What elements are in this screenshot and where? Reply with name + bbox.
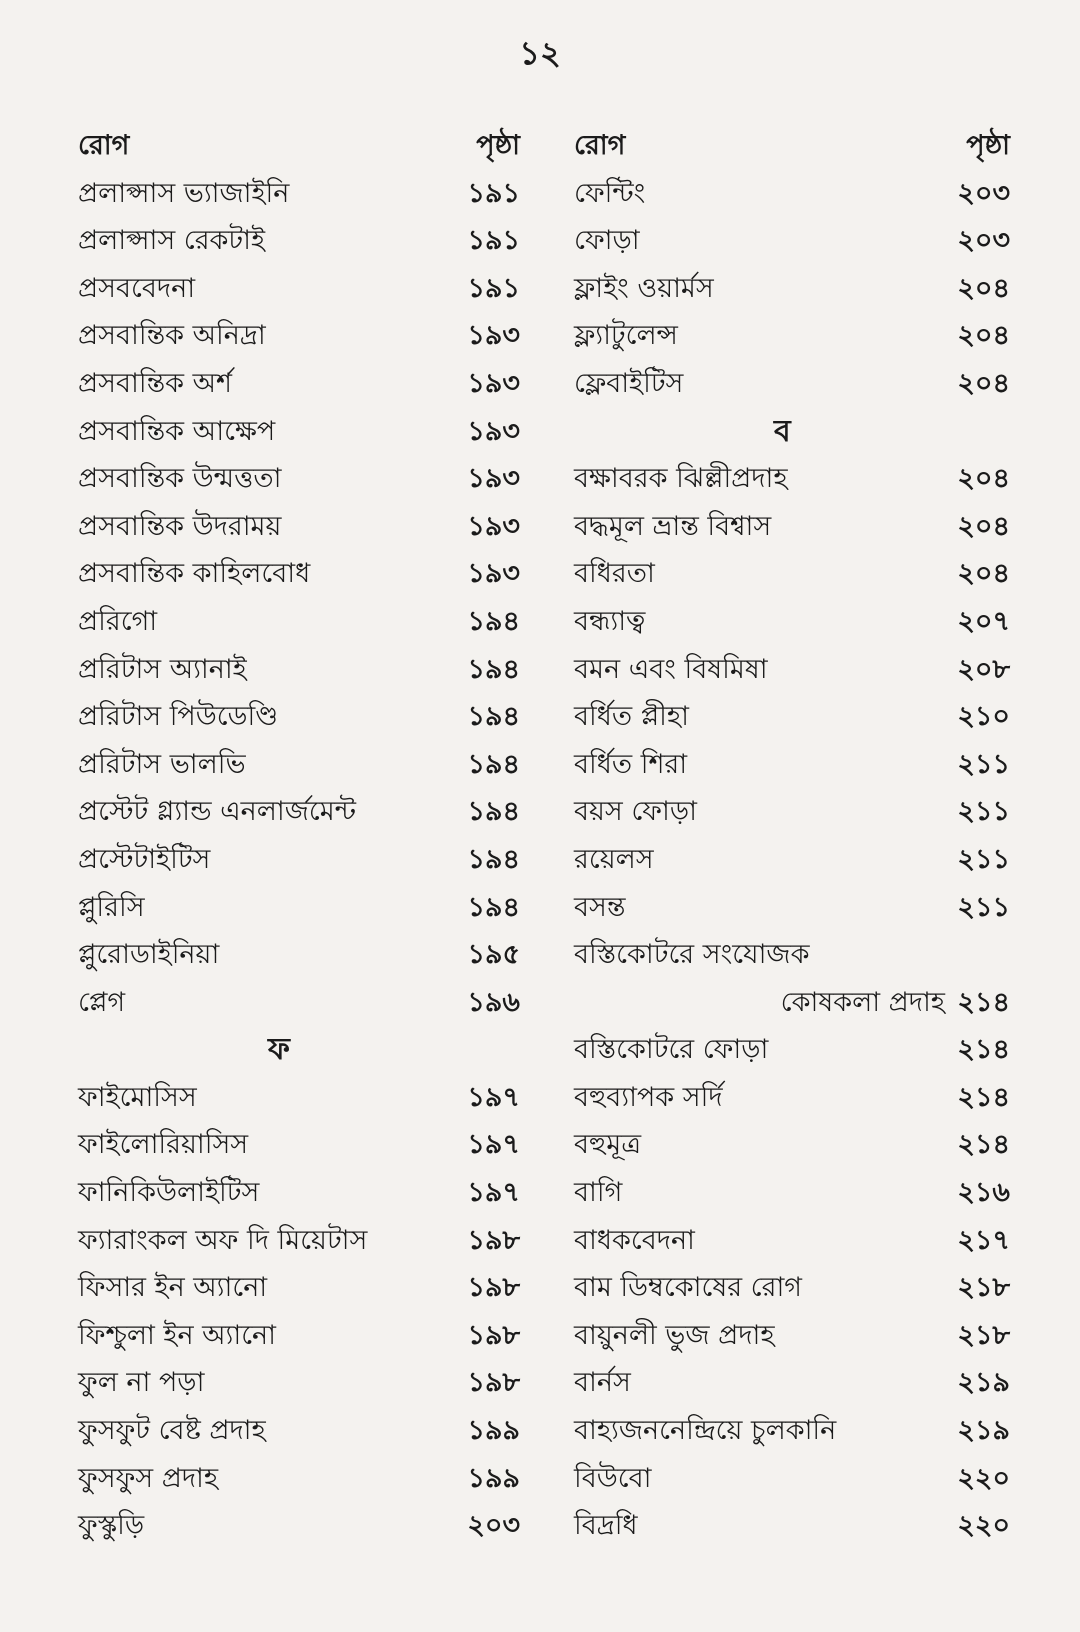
index-entry [78, 1455, 520, 1503]
page-ref: ২১১ [957, 748, 1010, 780]
disease-name: প্রস্টেটাইটিস [78, 843, 211, 875]
page-ref: ১৯৪ [467, 796, 520, 828]
disease-name: বস্তিকোটরে ফোড়া [574, 1034, 769, 1066]
page-ref: ১৯৮ [467, 1224, 520, 1256]
page-ref: ১৯১ [467, 272, 520, 304]
disease-name: ফ্লাইং ওয়ার্মস [574, 272, 714, 304]
page-ref: ২০৩ [957, 225, 1010, 257]
index-entry [574, 836, 1010, 884]
page-ref: ২১৮ [957, 1319, 1010, 1351]
page-ref: ২০৭ [957, 605, 1010, 637]
index-entry [574, 741, 1010, 789]
disease-name: বার্নস [574, 1367, 631, 1399]
disease-name: বায়ুনলী ভুজ প্রদাহ [574, 1319, 775, 1351]
column-header [78, 122, 520, 170]
page-ref: ২১০ [957, 701, 1010, 733]
index-entry [78, 217, 520, 265]
index-entry [574, 217, 1010, 265]
index-entry [78, 455, 520, 503]
index-entry [78, 312, 520, 360]
index-entry [574, 931, 1010, 979]
page-ref: ১৯৭ [467, 1081, 520, 1113]
index-entry [78, 1217, 520, 1265]
disease-name: বস্তিকোটরে সংযোজক [574, 939, 810, 971]
page-ref: ২১৪ [957, 1081, 1010, 1113]
page-ref: ১৯৭ [467, 1129, 520, 1161]
index-entry [574, 646, 1010, 694]
page-ref: ১৯৬ [467, 986, 520, 1018]
header-page: পৃষ্ঠা [476, 130, 520, 161]
page-ref: ১৯৩ [467, 415, 520, 447]
page-ref: ১৯১ [467, 225, 520, 257]
page-ref: ২১১ [957, 891, 1010, 923]
index-entry [574, 1026, 1010, 1074]
page-ref: ২১৪ [957, 1034, 1010, 1066]
page-ref: ২০৪ [957, 320, 1010, 352]
disease-name: প্ররিটাস ভালভি [78, 748, 246, 780]
page-ref: ২১৪ [957, 986, 1010, 1018]
section-letter-label: ফ [268, 1032, 290, 1068]
disease-name: ফাইলোরিয়াসিস [78, 1129, 249, 1161]
disease-name: বক্ষাবরক ঝিল্লীপ্রদাহ [574, 463, 788, 495]
index-entry [574, 1169, 1010, 1217]
page-ref: ১৯৮ [467, 1319, 520, 1351]
page-ref: ২২০ [957, 1510, 1010, 1542]
disease-name: প্ররিগো [78, 605, 158, 637]
disease-name: ফেন্টিং [574, 177, 646, 209]
index-entry [78, 1169, 520, 1217]
index-entry [78, 646, 520, 694]
disease-name: বাগি [574, 1177, 623, 1209]
page-ref: ১৯৪ [467, 701, 520, 733]
disease-name: বর্ধিত শিরা [574, 748, 688, 780]
page-ref: ২১৮ [957, 1272, 1010, 1304]
page-ref: ২০৪ [957, 463, 1010, 495]
index-entry [78, 408, 520, 456]
index-entry [574, 1312, 1010, 1360]
disease-name: প্রলাপ্সাস ভ্যাজাইনি [78, 177, 290, 209]
index-entry [78, 836, 520, 884]
disease-name: রয়েলস [574, 843, 654, 875]
disease-name: ফোড়া [574, 225, 640, 257]
index-entry [78, 741, 520, 789]
disease-name: প্লুরোডাইনিয়া [78, 939, 220, 971]
page-ref: ২০৩ [467, 1510, 520, 1542]
disease-name: ফুসফুস প্রদাহ [78, 1462, 219, 1494]
index-entry [78, 1312, 520, 1360]
index-entry-continuation [574, 979, 1010, 1027]
disease-name: প্রসবান্তিক উদরাময় [78, 510, 282, 542]
disease-name: বহুমূত্র [574, 1129, 642, 1161]
index-entry [78, 503, 520, 551]
page-ref: ২১৯ [957, 1367, 1010, 1399]
disease-name: বদ্ধমূল ভ্রান্ত বিশ্বাস [574, 510, 772, 542]
disease-name: ফ্লেবাইটিস [574, 367, 684, 399]
disease-name: ফুস্কুড়ি [78, 1510, 145, 1542]
disease-name: বিদ্রধি [574, 1510, 638, 1542]
page-ref: ২০৪ [957, 272, 1010, 304]
index-entry [78, 931, 520, 979]
disease-name: ফিশ্চুলা ইন অ্যানো [78, 1319, 276, 1351]
index-entry [574, 1217, 1010, 1265]
index-entry [78, 1121, 520, 1169]
index-entry [78, 1074, 520, 1122]
page-ref: ১৯৩ [467, 558, 520, 590]
disease-name: প্ররিটাস পিউডেণ্ডি [78, 701, 279, 733]
index-entry [574, 455, 1010, 503]
page-ref: ১৯৫ [467, 939, 520, 971]
index-entry [574, 550, 1010, 598]
index-entry [78, 1407, 520, 1455]
page-ref: ১৯৪ [467, 653, 520, 685]
disease-name: ফানিকিউলাইটিস [78, 1177, 260, 1209]
disease-name: ফুসফুট বেষ্ট প্রদাহ [78, 1415, 266, 1447]
page-ref: ১৯৪ [467, 843, 520, 875]
page-ref: ১৯৩ [467, 463, 520, 495]
index-entry [574, 693, 1010, 741]
index-entry [574, 265, 1010, 313]
index-entry [574, 312, 1010, 360]
disease-name: কোষকলা প্রদাহ [780, 986, 945, 1018]
page-ref: ১৯১ [467, 177, 520, 209]
header-page: পৃষ্ঠা [966, 130, 1010, 161]
header-disease: রোগ [78, 130, 130, 161]
index-entry [574, 1264, 1010, 1312]
index-entry [78, 788, 520, 836]
disease-name: প্রসবান্তিক অর্শ [78, 367, 233, 399]
index-column-right [574, 122, 1010, 1550]
index-entry [78, 1502, 520, 1550]
section-letter [574, 408, 1010, 456]
index-entry [574, 884, 1010, 932]
page-ref: ১৯৮ [467, 1367, 520, 1399]
page-ref: ২০৪ [957, 510, 1010, 542]
index-entry [574, 360, 1010, 408]
disease-name: ফ্ল্যাটুলেন্স [574, 320, 678, 352]
disease-name: বহুব্যাপক সর্দি [574, 1081, 723, 1113]
page-ref: ১৯৩ [467, 320, 520, 352]
disease-name: বাম ডিম্বকোষের রোগ [574, 1272, 803, 1304]
index-entry [78, 1359, 520, 1407]
disease-name: প্রস্টেট গ্ল্যান্ড এনলার্জমেন্ট [78, 796, 356, 828]
index-entry [78, 360, 520, 408]
disease-name: প্ররিটাস অ্যানাই [78, 653, 247, 685]
page-ref: ১৯৭ [467, 1177, 520, 1209]
disease-name: ফুল না পড়া [78, 1367, 205, 1399]
index-entry [574, 1074, 1010, 1122]
header-disease: রোগ [574, 130, 626, 161]
disease-name: প্রসবান্তিক উন্মত্ততা [78, 463, 282, 495]
disease-name: প্লেগ [78, 986, 126, 1018]
index-entry [574, 1359, 1010, 1407]
disease-name: প্রসবান্তিক অনিদ্রা [78, 320, 266, 352]
page-ref: ২১১ [957, 843, 1010, 875]
section-letter [78, 1026, 520, 1074]
page-ref: ২১৭ [957, 1224, 1010, 1256]
index-column-left [78, 122, 520, 1550]
page-ref: ১৯৩ [467, 367, 520, 399]
index-entry [78, 979, 520, 1027]
disease-name: প্রসবান্তিক আক্ষেপ [78, 415, 276, 447]
page-ref: ২০৩ [957, 177, 1010, 209]
disease-name: ফিসার ইন অ্যানো [78, 1272, 268, 1304]
index-entry [78, 170, 520, 218]
page-ref: ১৯৪ [467, 748, 520, 780]
disease-name: ফ্যারাংকল অফ দি মিয়েটাস [78, 1224, 368, 1256]
page-ref: ১৯৯ [467, 1462, 520, 1494]
page-ref: ২১৪ [957, 1129, 1010, 1161]
page-ref: ২০৮ [957, 653, 1010, 685]
page-ref: ২০৪ [957, 558, 1010, 590]
disease-name: প্রসববেদনা [78, 272, 196, 304]
disease-name: বাহ্যজননেন্দ্রিয়ে চুলকানি [574, 1415, 837, 1447]
disease-name: প্লুরিসি [78, 891, 145, 923]
disease-name: বন্ধ্যাত্ব [574, 605, 646, 637]
page-ref: ২০৪ [957, 367, 1010, 399]
disease-name: প্রসবান্তিক কাহিলবোধ [78, 558, 311, 590]
disease-name: বয়স ফোড়া [574, 796, 697, 828]
disease-name: বাধকবেদনা [574, 1224, 695, 1256]
index-entry [78, 884, 520, 932]
index-entry [78, 1264, 520, 1312]
disease-name: বসন্ত [574, 891, 626, 923]
index-entry [574, 1121, 1010, 1169]
page-ref: ২১১ [957, 796, 1010, 828]
index-entry [78, 265, 520, 313]
page-ref: ১৯৪ [467, 605, 520, 637]
page-number: ১২ [519, 34, 561, 72]
index-entry [574, 170, 1010, 218]
page-ref: ১৯৮ [467, 1272, 520, 1304]
column-header [574, 122, 1010, 170]
page-ref: ১৯৪ [467, 891, 520, 923]
index-entry [574, 598, 1010, 646]
page-ref: ২১৬ [957, 1177, 1010, 1209]
disease-name: বর্ধিত প্লীহা [574, 701, 689, 733]
index-entry [78, 693, 520, 741]
disease-name: প্রলাপ্সাস রেকটাই [78, 225, 266, 257]
disease-name: বধিরতা [574, 558, 655, 590]
page-ref: ১৯৯ [467, 1415, 520, 1447]
section-letter-label: ব [774, 413, 791, 449]
index-entry [574, 1407, 1010, 1455]
index-entry [574, 1502, 1010, 1550]
disease-name: বিউবো [574, 1462, 652, 1494]
index-entry [574, 503, 1010, 551]
index-entry [574, 788, 1010, 836]
disease-name: ফাইমোসিস [78, 1081, 197, 1113]
index-entry [78, 550, 520, 598]
page-ref: ২২০ [957, 1462, 1010, 1494]
disease-name: বমন এবং বিষমিষা [574, 653, 768, 685]
index-entry [78, 598, 520, 646]
index-entry [574, 1455, 1010, 1503]
page-ref: ১৯৩ [467, 510, 520, 542]
page-ref: ২১৯ [957, 1415, 1010, 1447]
